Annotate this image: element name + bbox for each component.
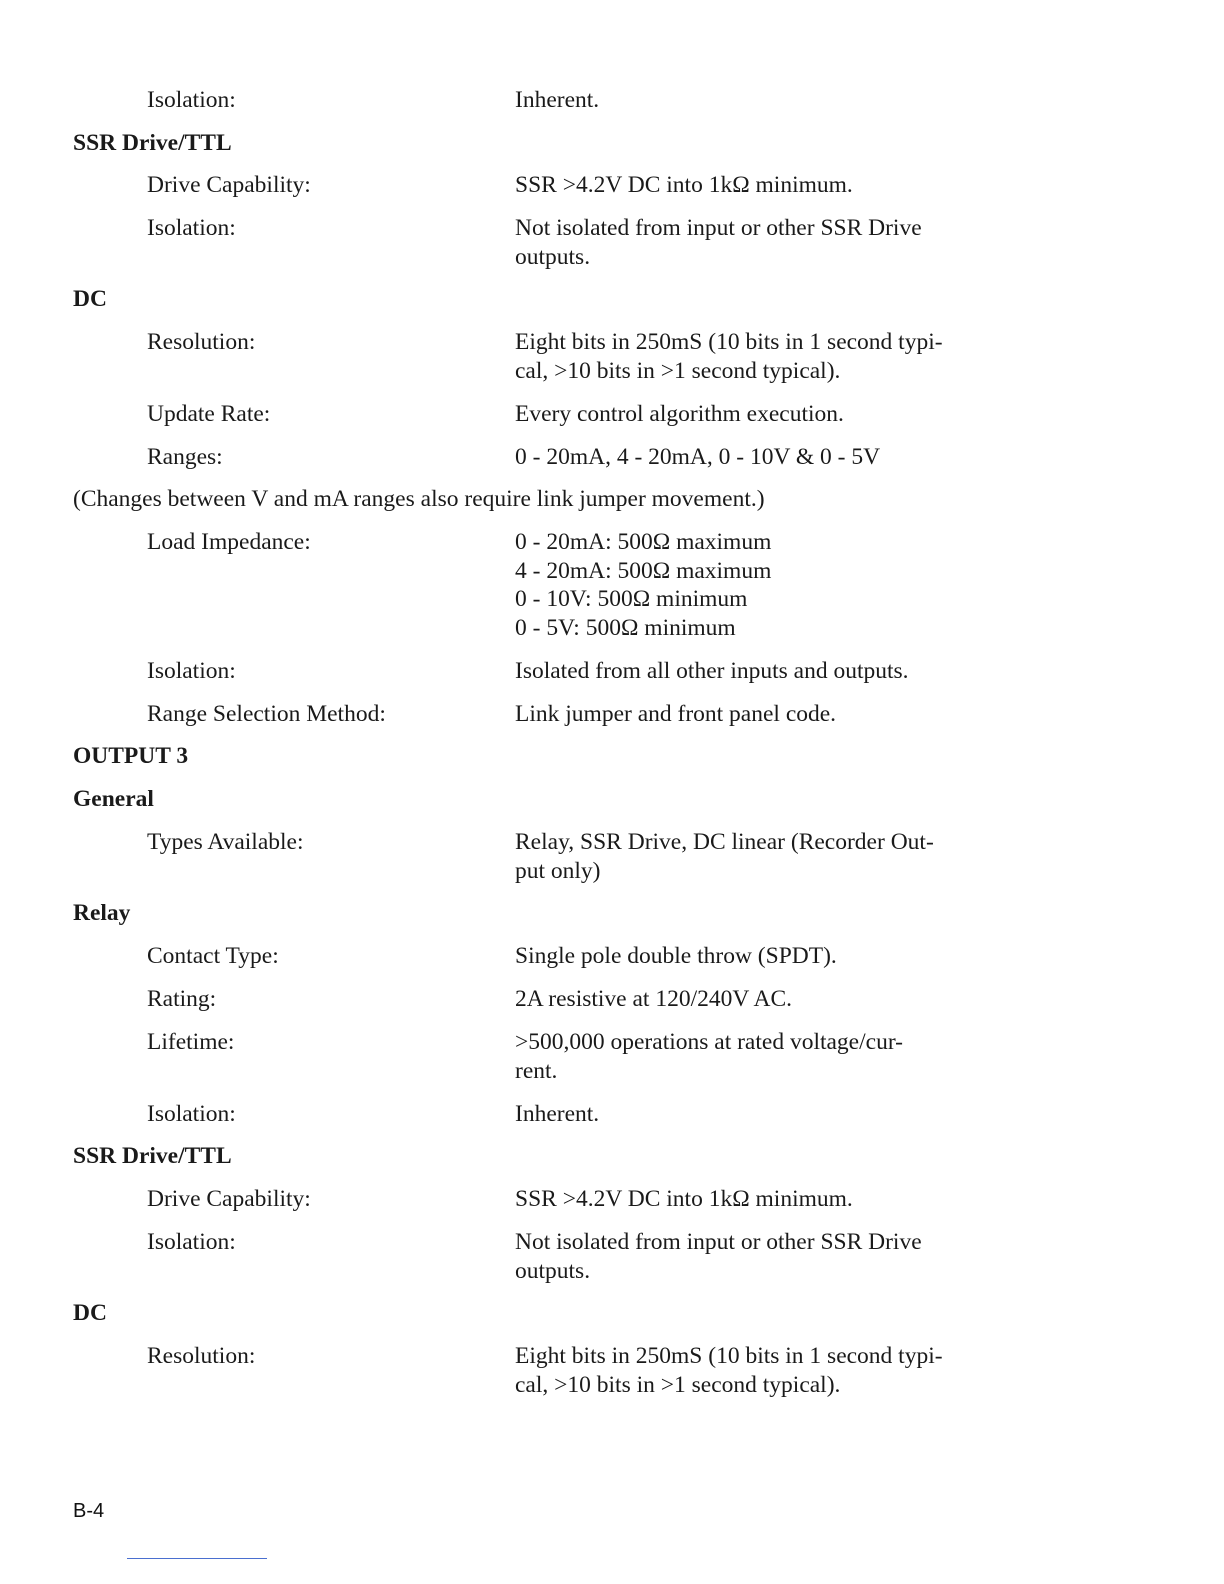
section-heading: General [73, 786, 154, 812]
spec-value: 0 - 20mA, 4 - 20mA, 0 - 10V & 0 - 5V [515, 444, 881, 470]
spec-value: 0 - 20mA: 500Ω maximum 4 - 20mA: 500Ω maximum 0 - 10V: 500Ω minimum 0 - 5V: 500Ω minimum [515, 529, 772, 641]
spec-value: >500,000 operations at rated voltage/cur- rent. [515, 1029, 904, 1084]
spec-label: Isolation: [147, 215, 236, 241]
spec-label: Load Impedance: [147, 529, 311, 555]
spec-value: Eight bits in 250mS (10 bits in 1 second typi- cal, >10 bits in >1 second typical). [515, 1343, 943, 1398]
spec-value: Single pole double throw (SPDT). [515, 943, 837, 969]
spec-value: Link jumper and front panel code. [515, 701, 837, 727]
spec-label: Range Selection Method: [147, 701, 386, 727]
spec-value: Inherent. [515, 1101, 600, 1127]
section-heading: SSR Drive/TTL [73, 1143, 232, 1169]
section-heading: OUTPUT 3 [73, 743, 189, 769]
footer-rule [127, 1558, 267, 1559]
spec-label: Ranges: [147, 444, 223, 470]
spec-value: Not isolated from input or other SSR Drive outputs. [515, 1229, 922, 1284]
spec-label: Isolation: [147, 87, 236, 113]
spec-label: Isolation: [147, 658, 236, 684]
spec-label: Isolation: [147, 1229, 236, 1255]
spec-value: SSR >4.2V DC into 1kΩ minimum. [515, 172, 853, 198]
section-heading: DC [73, 286, 107, 312]
spec-label: Rating: [147, 986, 217, 1012]
spec-value: Inherent. [515, 87, 600, 113]
section-heading: DC [73, 1300, 107, 1326]
spec-value: SSR >4.2V DC into 1kΩ minimum. [515, 1186, 853, 1212]
spec-value: Eight bits in 250mS (10 bits in 1 second typi- cal, >10 bits in >1 second typical). [515, 329, 943, 384]
spec-label: Resolution: [147, 329, 256, 355]
range-note: (Changes between V and mA ranges also require link jumper movement.) [73, 486, 765, 512]
spec-label: Contact Type: [147, 943, 279, 969]
spec-value: Every control algorithm execution. [515, 401, 844, 427]
spec-value: Isolated from all other inputs and outputs. [515, 658, 909, 684]
spec-label: Drive Capability: [147, 172, 311, 198]
spec-value: 2A resistive at 120/240V AC. [515, 986, 792, 1012]
spec-value: Relay, SSR Drive, DC linear (Recorder Out- put only) [515, 829, 934, 884]
spec-label: Resolution: [147, 1343, 256, 1369]
spec-value: Not isolated from input or other SSR Drive outputs. [515, 215, 922, 270]
spec-label: Lifetime: [147, 1029, 235, 1055]
spec-label: Types Available: [147, 829, 304, 855]
section-heading: Relay [73, 900, 131, 926]
page-number: B-4 [73, 1500, 105, 1522]
spec-label: Isolation: [147, 1101, 236, 1127]
spec-label: Drive Capability: [147, 1186, 311, 1212]
section-heading: SSR Drive/TTL [73, 130, 232, 156]
spec-label: Update Rate: [147, 401, 271, 427]
